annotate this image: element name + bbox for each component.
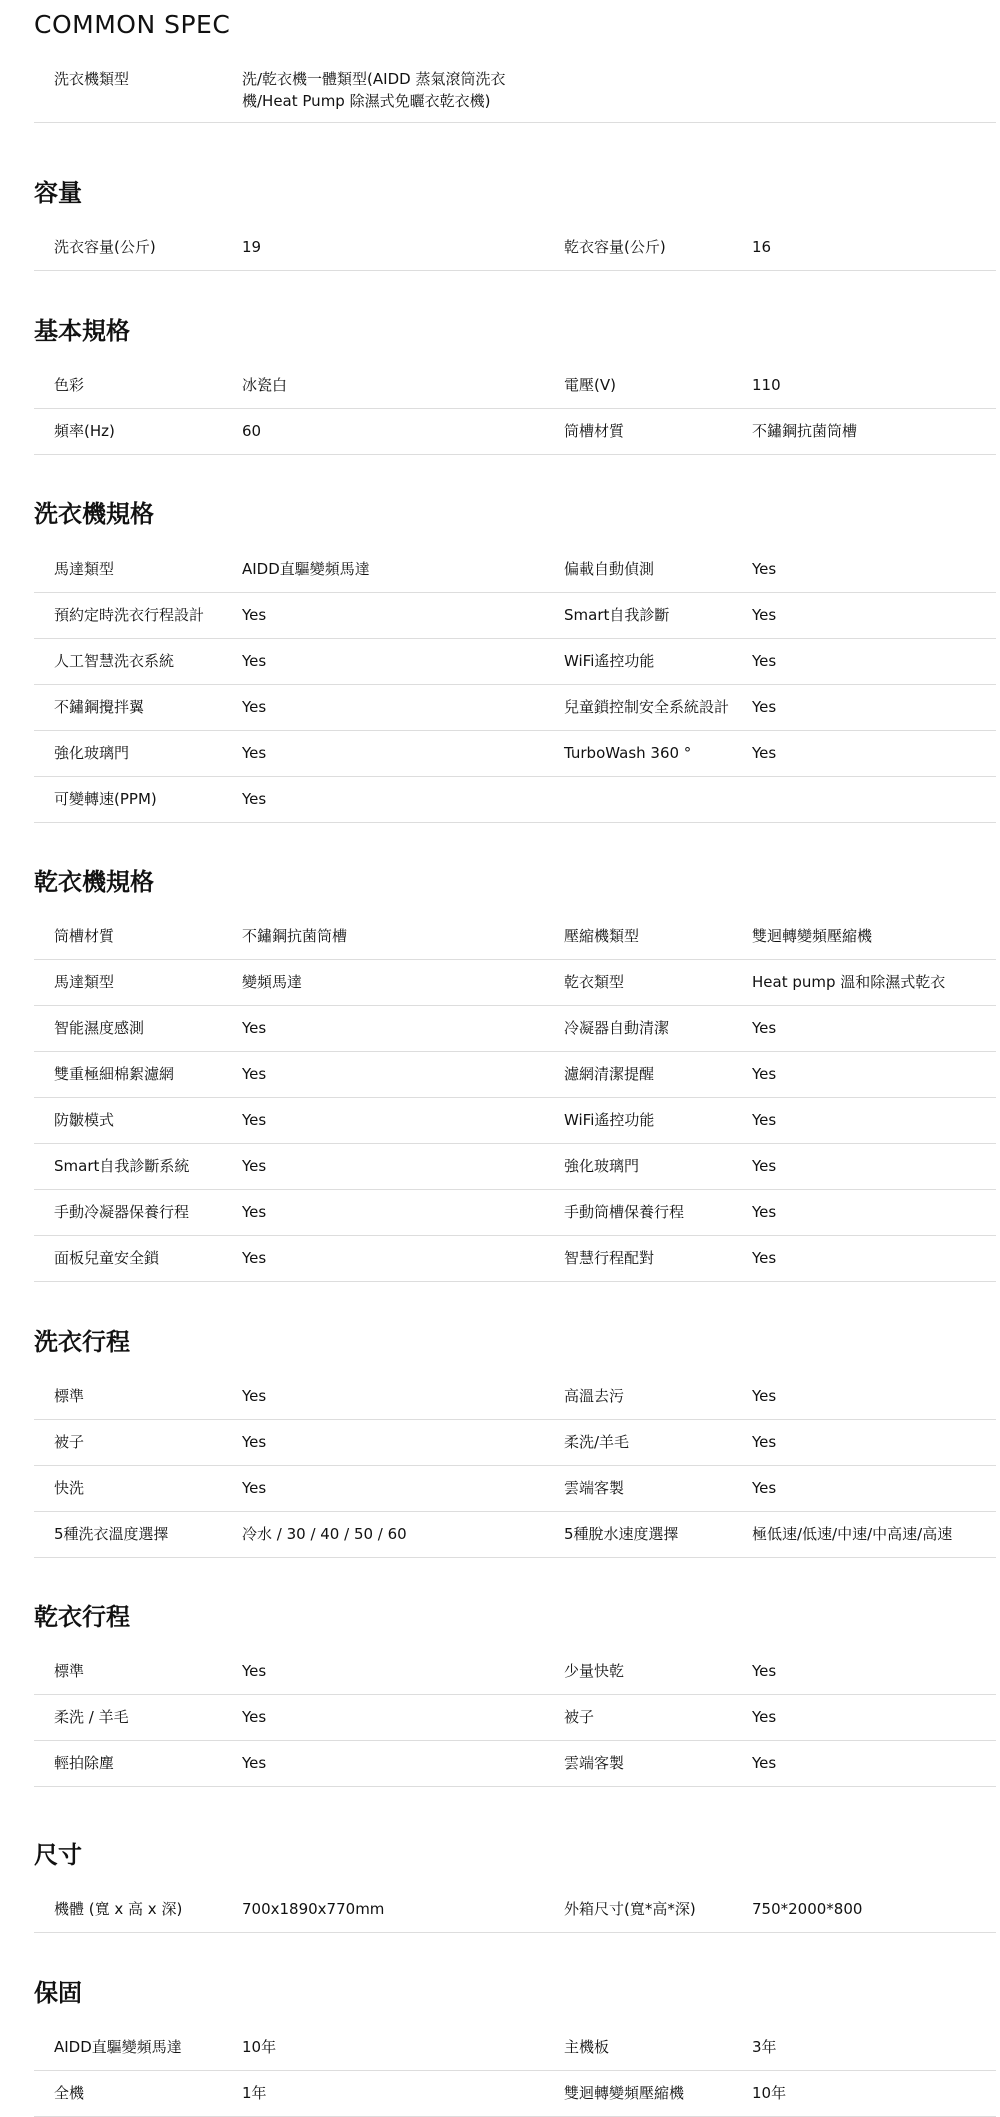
spec-value: Yes	[752, 1065, 777, 1083]
spec-label: 壓縮機類型	[564, 927, 640, 945]
spec-value: Yes	[242, 698, 267, 716]
spec-value: Yes	[242, 1433, 267, 1451]
spec-label: 強化玻璃門	[564, 1157, 640, 1175]
spec-row	[34, 1648, 996, 1695]
spec-label: 標準	[54, 1387, 85, 1405]
spec-row	[34, 1189, 996, 1236]
spec-label: 筒槽材質	[54, 927, 115, 945]
spec-value: 冷水 / 30 / 40 / 50 / 60	[242, 1525, 407, 1543]
section-title: 容量	[34, 179, 82, 207]
spec-value: Yes	[752, 1662, 777, 1680]
spec-row	[34, 1097, 996, 1144]
spec-value: Yes	[242, 606, 267, 624]
section-title: 洗衣機規格	[34, 500, 154, 528]
section-title: 保固	[34, 1979, 82, 2007]
spec-value: Yes	[752, 1708, 777, 1726]
spec-label: WiFi遙控功能	[564, 1111, 655, 1129]
spec-label: AIDD直驅變頻馬達	[54, 2038, 182, 2056]
spec-row	[34, 1143, 996, 1190]
spec-row	[34, 1886, 996, 1933]
spec-value: Yes	[752, 1203, 777, 1221]
spec-label: 被子	[564, 1708, 595, 1726]
spec-value: Yes	[752, 744, 777, 762]
spec-label: 柔洗 / 羊毛	[54, 1708, 129, 1726]
spec-label: 手動筒槽保養行程	[564, 1203, 685, 1221]
spec-value: 1年	[242, 2084, 267, 2102]
spec-value: Yes	[242, 790, 267, 808]
spec-label: 少量快乾	[564, 1662, 625, 1680]
spec-label: 快洗	[54, 1479, 85, 1497]
spec-value: 冰瓷白	[242, 376, 288, 394]
spec-value: 110	[752, 376, 781, 394]
spec-value: Yes	[752, 560, 777, 578]
spec-row	[34, 959, 996, 1006]
spec-row	[34, 1235, 996, 1282]
spec-row	[34, 408, 996, 455]
spec-row	[34, 913, 996, 960]
spec-row	[34, 2024, 996, 2071]
spec-value: Yes	[752, 698, 777, 716]
spec-row	[34, 638, 996, 685]
spec-row	[34, 1740, 996, 1787]
spec-row	[34, 776, 996, 823]
spec-label: 電壓(V)	[564, 376, 616, 394]
spec-label: Smart自我診斷系統	[54, 1157, 190, 1175]
spec-label: TurboWash 360 °	[564, 744, 692, 762]
spec-label: 雙重極細棉絮濾網	[54, 1065, 175, 1083]
page-title: COMMON SPEC	[34, 10, 231, 39]
spec-value: 10年	[752, 2084, 787, 2102]
spec-row	[34, 362, 996, 409]
spec-value: 不鏽鋼抗菌筒槽	[242, 927, 348, 945]
spec-label: 洗衣機類型	[54, 70, 130, 88]
spec-label: 馬達類型	[54, 560, 115, 578]
spec-value: Yes	[242, 1708, 267, 1726]
spec-value: AIDD直驅變頻馬達	[242, 560, 370, 578]
spec-label: 色彩	[54, 376, 85, 394]
spec-row	[34, 1465, 996, 1512]
spec-value: 16	[752, 238, 772, 256]
spec-row	[34, 546, 996, 593]
spec-label: Smart自我診斷	[564, 606, 670, 624]
spec-value: Yes	[752, 1754, 777, 1772]
spec-label: 全機	[54, 2084, 85, 2102]
spec-label: 主機板	[564, 2038, 610, 2056]
spec-value: 60	[242, 422, 262, 440]
spec-value: 10年	[242, 2038, 277, 2056]
spec-value: 19	[242, 238, 262, 256]
spec-value: Yes	[242, 1111, 267, 1129]
spec-value: Yes	[752, 652, 777, 670]
spec-label: 頻率(Hz)	[54, 422, 115, 440]
spec-label: 機體 (寬 x 高 x 深)	[54, 1900, 183, 1918]
spec-value: Yes	[242, 1754, 267, 1772]
spec-row	[34, 730, 996, 777]
spec-label: WiFi遙控功能	[564, 652, 655, 670]
spec-label: 預約定時洗衣行程設計	[54, 606, 205, 624]
spec-value: 洗/乾衣機一體類型(AIDD 蒸氣滾筒洗衣機/Heat Pump 除濕式免曬衣乾衣機)	[242, 70, 506, 110]
spec-label: 冷凝器自動清潔	[564, 1019, 670, 1037]
spec-value: Yes	[752, 1249, 777, 1267]
spec-label: 馬達類型	[54, 973, 115, 991]
spec-value: Yes	[752, 1019, 777, 1037]
spec-label: 防皺模式	[54, 1111, 115, 1129]
spec-value: 3年	[752, 2038, 777, 2056]
spec-label: 濾網清潔提醒	[564, 1065, 655, 1083]
spec-label: 標準	[54, 1662, 85, 1680]
spec-row	[34, 1419, 996, 1466]
spec-value: Yes	[242, 1387, 267, 1405]
spec-value: Yes	[752, 1157, 777, 1175]
spec-label: 柔洗/羊毛	[564, 1433, 630, 1451]
spec-value: 700x1890x770mm	[242, 1900, 385, 1918]
spec-row	[34, 1511, 996, 1558]
spec-value: Yes	[752, 1111, 777, 1129]
spec-value: Yes	[242, 1157, 267, 1175]
spec-value: 雙迴轉變頻壓縮機	[752, 927, 873, 945]
spec-label: 輕拍除塵	[54, 1754, 115, 1772]
spec-label: 高溫去污	[564, 1387, 625, 1405]
spec-value: 變頻馬達	[242, 973, 303, 991]
spec-label: 雲端客製	[564, 1754, 625, 1772]
spec-label: 筒槽材質	[564, 422, 625, 440]
spec-row	[34, 224, 996, 271]
spec-row	[34, 1051, 996, 1098]
spec-value: Yes	[752, 606, 777, 624]
spec-value: 極低速/低速/中速/中高速/高速	[752, 1525, 953, 1543]
spec-value: Yes	[242, 1662, 267, 1680]
spec-label: 雙迴轉變頻壓縮機	[564, 2084, 685, 2102]
spec-label: 兒童鎖控制安全系統設計	[564, 698, 730, 716]
spec-label: 乾衣容量(公斤)	[564, 238, 666, 256]
spec-value: Yes	[242, 1203, 267, 1221]
spec-row	[34, 684, 996, 731]
spec-label: 可變轉速(PPM)	[54, 790, 157, 808]
spec-label: 面板兒童安全鎖	[54, 1249, 160, 1267]
spec-label: 手動冷凝器保養行程	[54, 1203, 190, 1221]
spec-value: Yes	[752, 1387, 777, 1405]
spec-value: Yes	[242, 652, 267, 670]
spec-label: 外箱尺寸(寬*高*深)	[564, 1900, 696, 1918]
section-title: 乾衣機規格	[34, 868, 154, 896]
common-type-row	[34, 64, 996, 123]
spec-value: 750*2000*800	[752, 1900, 863, 1918]
spec-label: 洗衣容量(公斤)	[54, 238, 156, 256]
spec-value: Yes	[752, 1479, 777, 1497]
spec-row	[34, 1694, 996, 1741]
section-title: 基本規格	[34, 317, 130, 345]
spec-row	[34, 1373, 996, 1420]
spec-row	[34, 592, 996, 639]
spec-label: 強化玻璃門	[54, 744, 130, 762]
section-title: 乾衣行程	[34, 1603, 130, 1631]
spec-label: 偏載自動偵測	[564, 560, 655, 578]
section-title: 洗衣行程	[34, 1328, 130, 1356]
spec-value: Yes	[242, 1019, 267, 1037]
spec-row	[34, 2070, 996, 2117]
spec-label: 5種脫水速度選擇	[564, 1525, 679, 1543]
section-title: 尺寸	[34, 1841, 82, 1869]
spec-value: Yes	[242, 744, 267, 762]
spec-label: 不鏽鋼攪拌翼	[54, 698, 145, 716]
spec-label: 乾衣類型	[564, 973, 625, 991]
spec-value: Yes	[752, 1433, 777, 1451]
spec-label: 智能濕度感測	[54, 1019, 145, 1037]
spec-value: Yes	[242, 1065, 267, 1083]
spec-value: Yes	[242, 1479, 267, 1497]
spec-label: 雲端客製	[564, 1479, 625, 1497]
spec-label: 智慧行程配對	[564, 1249, 655, 1267]
spec-row	[34, 1005, 996, 1052]
spec-value: Heat pump 溫和除濕式乾衣	[752, 973, 946, 991]
spec-label: 人工智慧洗衣系統	[54, 652, 175, 670]
spec-label: 5種洗衣溫度選擇	[54, 1525, 169, 1543]
spec-value: Yes	[242, 1249, 267, 1267]
spec-value: 不鏽鋼抗菌筒槽	[752, 422, 858, 440]
spec-label: 被子	[54, 1433, 85, 1451]
